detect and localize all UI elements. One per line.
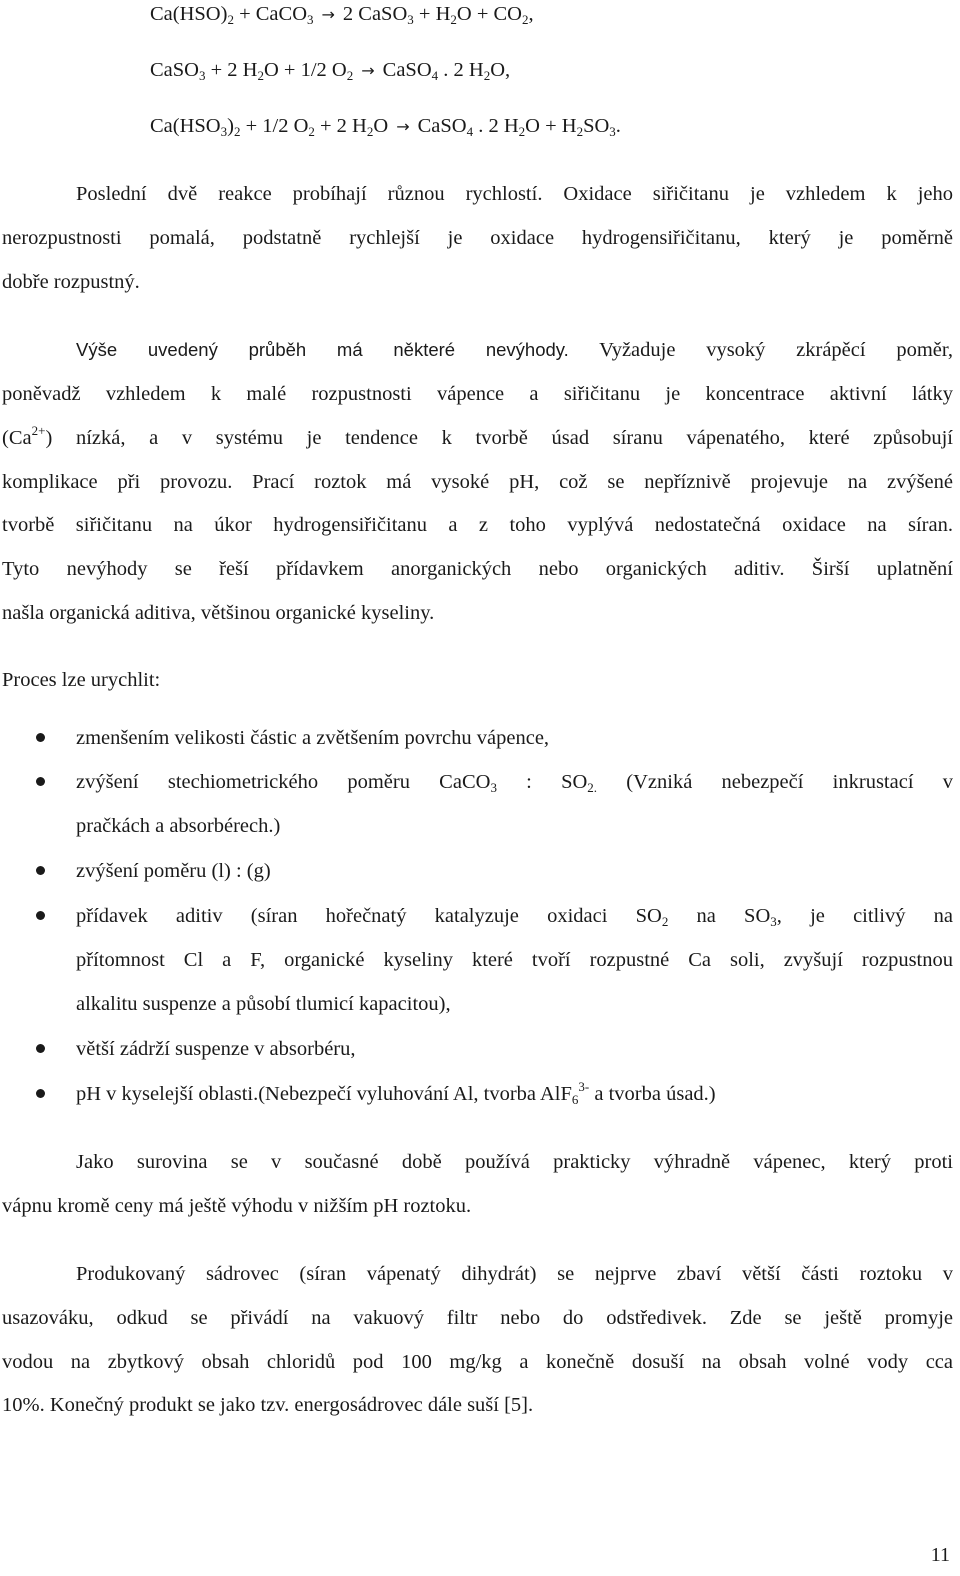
list-item: pH v kyselejší oblasti.(Nebezpečí vyluhování Al, tvorba AlF$_6^{3-}$ a tvorba úsad.) bbox=[76, 1079, 716, 1107]
list-item-continuation: pračkách a absorbérech.) bbox=[76, 815, 281, 837]
text-line: našla organická aditiva, většinou organické kyseliny. bbox=[2, 602, 435, 624]
bullet-icon bbox=[36, 1044, 45, 1053]
text-line: $(Ca^{2+})$ nízká, a v systému je tendence k tvorbě úsad síranu vápenatého, které způsobují bbox=[2, 423, 953, 449]
arrow-icon: → bbox=[361, 61, 375, 80]
equation-1: $Ca(HSO)_2$ + CaCO$_3$ → 2 CaSO$_3$ + $H_2O + CO_2$, bbox=[150, 3, 534, 27]
text-line: vodou na zbytkový obsah chloridů pod 100 mg/kg a konečně dosuší na obsah volné vody cca bbox=[2, 1351, 953, 1373]
list-item: zvýšení stechiometrického poměru CaCO$_3$ : $SO_{2.}$ (Vzniká nebezpečí inkrustací v bbox=[76, 771, 953, 795]
list-item: větší zádrží suspenze v absorbéru, bbox=[76, 1038, 356, 1060]
text-line: vápnu kromě ceny má ještě výhodu v nižším pH roztoku. bbox=[2, 1195, 472, 1217]
bullet-icon bbox=[36, 777, 45, 786]
text-line: Poslední dvě reakce probíhají různou rychlostí. Oxidace siřičitanu je vzhledem k jeho bbox=[76, 183, 953, 205]
text-line: dobře rozpustný. bbox=[2, 271, 140, 293]
equation-3: $Ca(HSO_3)_2 + 1/2$ $O_2 + 2$ $H_2O$ → CaSO$_4$ . 2 $H_2O + H_2SO_3$. bbox=[150, 115, 621, 139]
list-heading: Proces lze urychlit: bbox=[2, 669, 161, 691]
list-item: zvýšení poměru (l) : (g) bbox=[76, 860, 271, 882]
text-line: Produkovaný sádrovec (síran vápenatý dihydrát) se nejprve zbaví větší části roztoku v bbox=[76, 1263, 953, 1285]
bullet-icon bbox=[36, 733, 45, 742]
list-item: zmenšením velikosti částic a zvětšením povrchu vápence, bbox=[76, 727, 550, 749]
equation-2: CaSO$_3$ + 2 $H_2O + 1/2$ $O_2$ → CaSO$_4$ . 2 $H_2O$, bbox=[150, 59, 511, 83]
list-item-continuation: alkalitu suspenze a působí tlumicí kapacitou), bbox=[76, 993, 451, 1015]
text-line: poněvadž vzhledem k malé rozpustnosti vápence a siřičitanu je koncentrace aktivní látky bbox=[2, 383, 953, 405]
arrow-icon: → bbox=[321, 5, 335, 24]
bullet-icon bbox=[36, 911, 45, 920]
text-line: 10%. Konečný produkt se jako tzv. energosádrovec dále suší [5]. bbox=[2, 1394, 534, 1416]
page-number: 11 bbox=[930, 1544, 950, 1566]
text-line: Výše uvedený průběh má některé nevýhody. Vyžaduje vysoký zkrápěcí poměr, bbox=[76, 339, 953, 361]
list-item-continuation: přítomnost Cl a F, organické kyseliny které tvoří rozpustné Ca soli, zvyšují rozpustnou bbox=[76, 949, 953, 971]
text-line: komplikace při provozu. Prací roztok má vysoké pH, což se nepříznivě projevuje na zvýšené bbox=[2, 471, 953, 493]
list-item: přídavek aditiv (síran hořečnatý katalyzuje oxidaci $SO_2$ na $SO_3$, je citlivý na bbox=[76, 905, 953, 929]
text-line: Tyto nevýhody se řeší přídavkem anorganických nebo organických aditiv. Širší uplatnění bbox=[2, 558, 953, 580]
text-line: tvorbě siřičitanu na úkor hydrogensiřičitanu a z toho vyplývá nedostatečná oxidace na síran. bbox=[2, 514, 953, 536]
text-line: usazováku, odkud se přivádí na vakuový filtr nebo do odstředivek. Zde se ještě promyje bbox=[2, 1307, 953, 1329]
text-line: nerozpustnosti pomalá, podstatně rychlejší je oxidace hydrogensiřičitanu, který je poměrně bbox=[2, 227, 953, 249]
text-line: Jako surovina se v současné době používá prakticky výhradně vápenec, který proti bbox=[76, 1151, 953, 1173]
arrow-icon: → bbox=[396, 117, 410, 136]
bullet-icon bbox=[36, 866, 45, 875]
bullet-icon bbox=[36, 1089, 45, 1098]
